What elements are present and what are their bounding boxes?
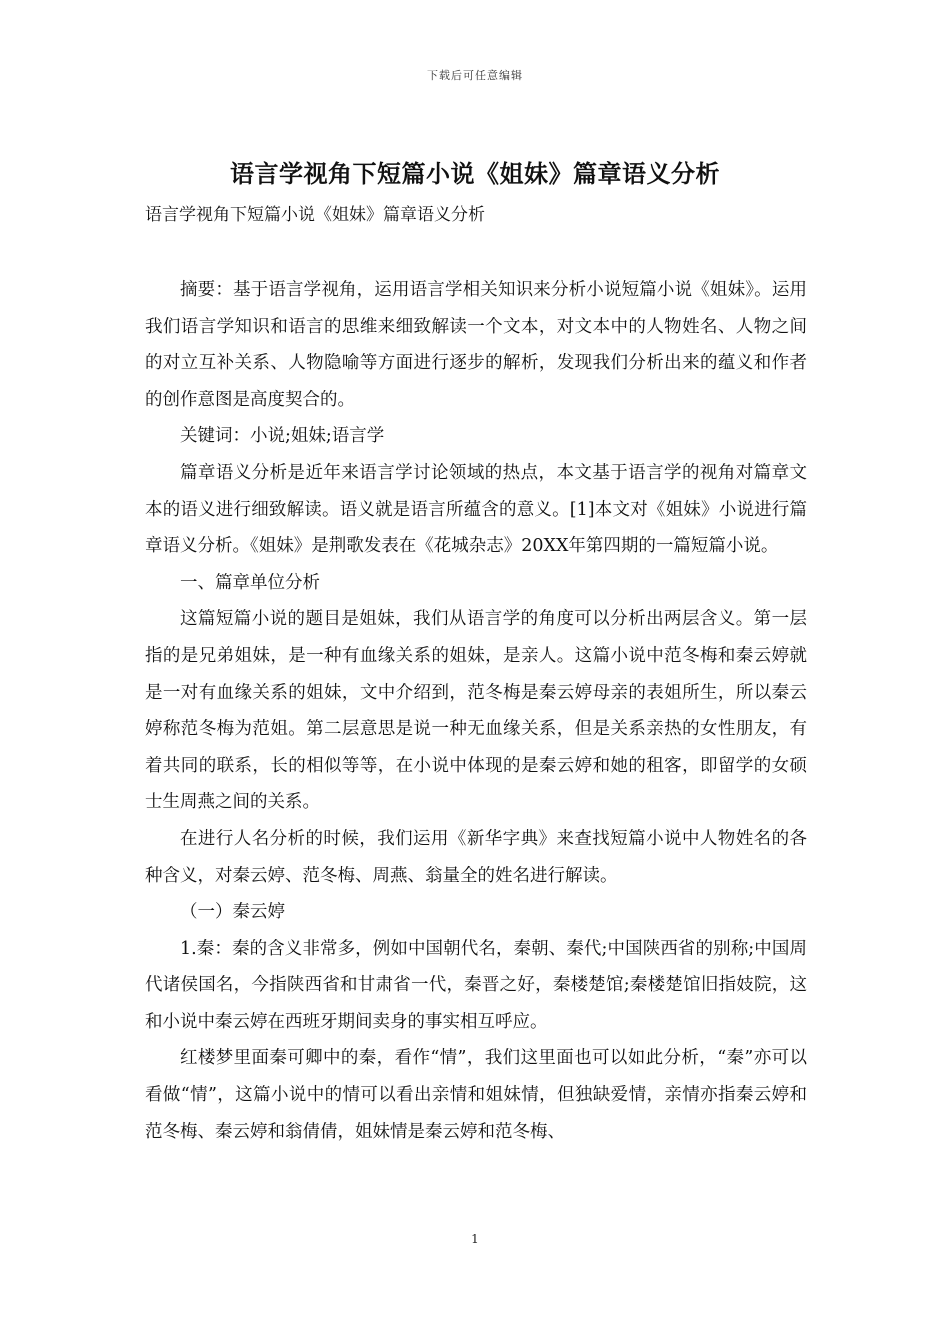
intro-paragraph: 篇章语义分析是近年来语言学讨论领域的热点，本文基于语言学的视角对篇章文本的语义进行细致解读。语义就是语言所蕴含的意义。[1]本文对《姐妹》小说进行篇章语义分析。《姐妹》是荆歌发表在《花城杂志》20XX年第四期的一篇短篇小说。 xyxy=(145,462,807,557)
keywords-paragraph: 关键词：小说;姐妹;语言学 xyxy=(180,426,385,447)
body-paragraph: 在进行人名分析的时候，我们运用《新华字典》来查找短篇小说中人物姓名的各种含义，对秦云婷、范冬梅、周燕、翁量全的姓名进行解读。 xyxy=(145,828,807,886)
document-title: 语言学视角下短篇小说《姐妹》篇章语义分析 xyxy=(230,159,720,188)
body-paragraph: 1.秦：秦的含义非常多，例如中国朝代名，秦朝、秦代;中国陕西省的别称;中国周代诸侯国名，今指陕西省和甘肃省一代，秦晋之好，秦楼楚馆;秦楼楚馆旧指妓院，这和小说中秦云婷在西班牙期间卖身的事实相互呼应。 xyxy=(145,938,807,1032)
body-paragraph: 这篇短篇小说的题目是姐妹，我们从语言学的角度可以分析出两层含义。第一层指的是兄弟姐妹，是一种有血缘关系的姐妹，是亲人。这篇小说中范冬梅和秦云婷就是一对有血缘关系的姐妹，文中介绍到，范冬梅是秦云婷母亲的表姐所生，所以秦云婷称范冬梅为范姐。第二层意思是说一种无血缘关系，但是关系亲热的女性朋友，有着共同的联系，长的相似等等，在小说中体现的是秦云婷和她的租客，即留学的女硕士生周燕之间的关系。 xyxy=(145,609,807,813)
document-subtitle: 语言学视角下短篇小说《姐妹》篇章语义分析 xyxy=(145,205,485,225)
document-body xyxy=(145,272,807,1150)
section-heading: 一、篇章单位分析 xyxy=(180,572,320,593)
page-number: 1 xyxy=(471,1232,479,1246)
body-paragraph: 红楼梦里面秦可卿中的秦，看作“情”，我们这里面也可以如此分析，“秦”亦可以看做“情”，这篇小说中的情可以看出亲情和姐妹情，但独缺爱情，亲情亦指秦云婷和范冬梅、秦云婷和翁倩倩，姐妹情是秦云婷和范冬梅、 xyxy=(145,1048,807,1142)
abstract-paragraph: 摘要：基于语言学视角，运用语言学相关知识来分析小说短篇小说《姐妹》。运用我们语言学知识和语言的思维来细致解读一个文本，对文本中的人物姓名、人物之间的对立互补关系、人物隐喻等方面进行逐步的解析，发现我们分析出来的蕴义和作者的创作意图是高度契合的。 xyxy=(145,280,807,410)
subsection-heading: （一）秦云婷 xyxy=(180,902,285,923)
header-note: 下载后可任意编辑 xyxy=(427,69,523,82)
